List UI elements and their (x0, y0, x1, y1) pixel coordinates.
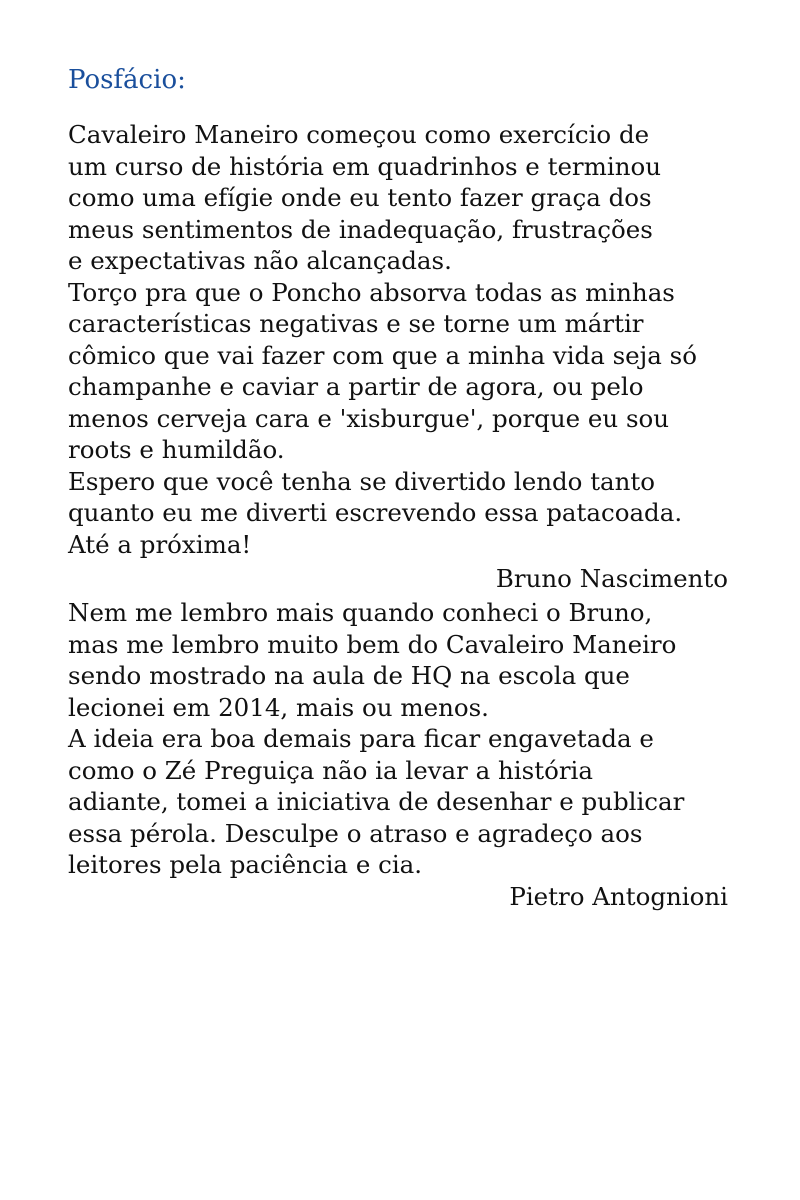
paragraph-line: um curso de história em quadrinhos e terminou (68, 151, 662, 181)
paragraph-line: mas me lembro muito bem do Cavaleiro Maneiro (68, 629, 677, 659)
page-title: Posfácio: (68, 65, 186, 95)
signature-pietro: Pietro Antognioni (509, 881, 728, 911)
paragraph-line: roots e humildão. (68, 435, 285, 464)
author-note-pietro (68, 597, 738, 912)
paragraph-line: Espero que você tenha se divertido lendo tanto (68, 466, 656, 496)
paragraph-line: essa pérola. Desculpe o atraso e agradeço aos (68, 818, 643, 848)
paragraph-line: adiante, tomei a iniciativa de desenhar e publicar (68, 787, 685, 816)
paragraph-line: como uma efígie onde eu tento fazer graça dos (68, 183, 652, 212)
paragraph-line: champanhe e caviar a partir de agora, ou pelo (68, 372, 644, 401)
paragraph-line: cômico que vai fazer com que a minha vida seja só (68, 340, 697, 370)
paragraph-line: Até a próxima! (68, 529, 252, 559)
paragraph-line: quanto eu me diverti escrevendo essa patacoada. (68, 498, 683, 527)
paragraph-line: Cavaleiro Maneiro começou como exercício de (68, 120, 650, 149)
signature-bruno: Bruno Nascimento (495, 564, 728, 593)
paragraph-line: Nem me lembro mais quando conheci o Bruno, (68, 598, 653, 627)
paragraph-line: lecionei em 2014, mais ou menos. (68, 692, 489, 722)
paragraph-line: menos cerveja cara e 'xisburgue', porque eu sou (68, 403, 670, 433)
paragraph-line: sendo mostrado na aula de HQ na escola que (68, 661, 630, 690)
paragraph-line: e expectativas não alcançadas. (68, 246, 452, 275)
paragraph-line: A ideia era boa demais para ficar engavetada e (68, 724, 654, 753)
paragraph-line: como o Zé Preguiça não ia levar a história (68, 755, 593, 785)
paragraph-line: características negativas e se torne um mártir (68, 309, 644, 338)
paragraph-line: leitores pela paciência e cia. (68, 850, 423, 879)
paragraph-line: meus sentimentos de inadequação, frustrações (68, 214, 653, 244)
paragraph-line: Torço pra que o Poncho absorva todas as minhas (68, 277, 675, 307)
author-note-bruno (68, 119, 738, 595)
